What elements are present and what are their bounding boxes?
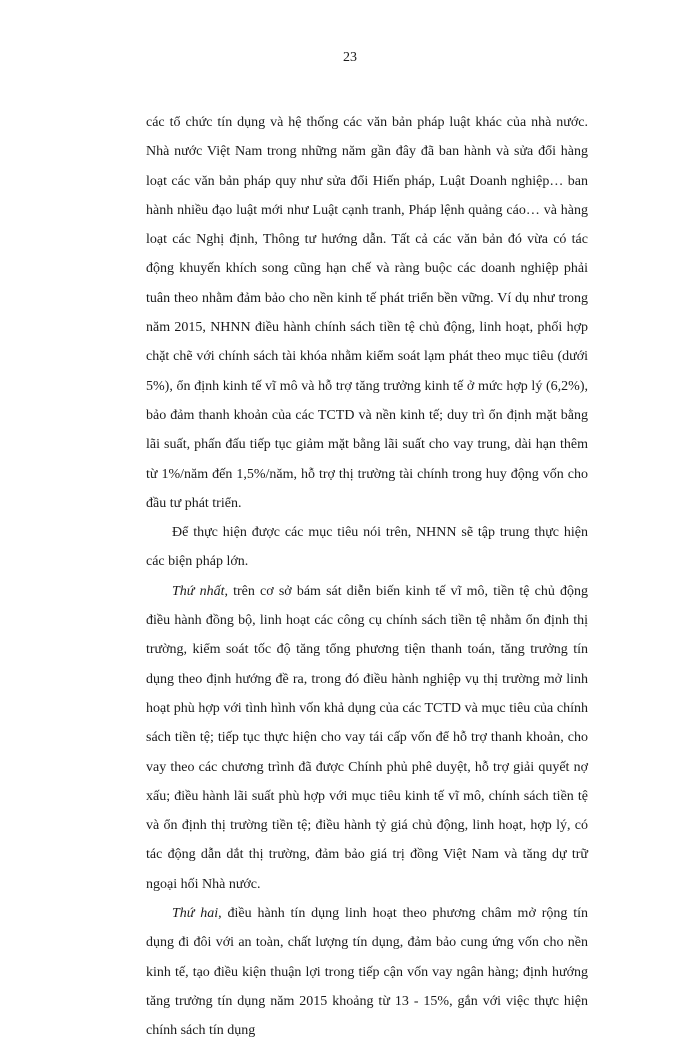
page-number: 23 (343, 50, 357, 65)
paragraph-lead-italic: Thứ hai (172, 906, 219, 922)
paragraph-intro-measures (146, 518, 588, 577)
paragraph-text: , trên cơ sở bám sát diễn biến kinh tế vĩ mô, tiền tệ chủ động điều hành đồng bộ, linh hoạt các công cụ chính sách tiền tệ nhằm ổn định thị trường, kiểm soát tốc độ tăng tổng phương tiện thanh toán, tăng trưởng tín dụng theo định hướng đề ra, trong đó điều hành nghiệp vụ thị trường mở linh hoạt phù hợp với tình hình vốn khả dụng của các TCTD và mục tiêu của chính sách tiền tệ; tiếp tục thực hiện cho vay tái cấp vốn để hỗ trợ thanh khoản, cho vay theo các chương trình đã được Chính phủ phê duyệt, hỗ trợ giải quyết nợ xấu; điều hành lãi suất phù hợp với mục tiêu kinh tế vĩ mô, chính sách tiền tệ và ổn định thị trường tiền tệ; điều hành tỷ giá chủ động, linh hoạt, hợp lý, có tác động dẫn dắt thị trường, đảm bảo giá trị đồng Việt Nam và tăng dự trữ ngoại hối Nhà nước. (146, 583, 588, 892)
paragraph-text: Để thực hiện được các mục tiêu nói trên, NHNN sẽ tập trung thực hiện các biện pháp lớn. (146, 525, 588, 570)
paragraph-second-measure (146, 899, 588, 1045)
paragraph-lead-italic: Thứ nhất (172, 583, 225, 599)
paragraph-text: , điều hành tín dụng linh hoạt theo phương châm mở rộng tín dụng đi đôi với an toàn, chất lượng tín dụng, đảm bảo cung ứng vốn cho nền kinh tế, tạo điều kiện thuận lợi trong tiếp cận vốn vay ngân hàng; định hướng tăng trưởng tín dụng năm 2015 khoảng từ 13 - 15%, gắn với việc thực hiện chính sách tín dụng (146, 906, 588, 1039)
paragraph-continuation (146, 108, 588, 518)
document-body (146, 108, 588, 1046)
paragraph-text: các tổ chức tín dụng và hệ thống các văn bản pháp luật khác của nhà nước. Nhà nước Việt Nam trong những năm gần đây đã ban hành và sửa đổi hàng loạt các văn bản pháp quy như sửa đổi Hiến pháp, Luật Doanh nghiệp… ban hành nhiều đạo luật mới như Luật cạnh tranh, Pháp lệnh quảng cáo… và hàng loạt các Nghị định, Thông tư hướng dẫn. Tất cả các văn bản đó vừa có tác động khuyến khích song cũng hạn chế và ràng buộc các doanh nghiệp phải tuân theo nhằm đảm bảo cho nền kinh tế phát triển bền vững. Ví dụ như trong năm 2015, NHNN điều hành chính sách tiền tệ chủ động, linh hoạt, phối hợp chặt chẽ với chính sách tài khóa nhằm kiểm soát lạm phát theo mục tiêu (dưới 5%), ổn định kinh tế vĩ mô và hỗ trợ tăng trưởng kinh tế ở mức hợp lý (6,2%), bảo đảm thanh khoản của các TCTD và nền kinh tế; duy trì ổn định mặt bằng lãi suất, phấn đấu tiếp tục giảm mặt bằng lãi suất cho vay trung, dài hạn thêm từ 1%/năm đến 1,5%/năm, hỗ trợ thị trường tài chính trong huy động vốn cho đầu tư phát triển. (146, 115, 588, 511)
paragraph-first-measure (146, 577, 588, 899)
